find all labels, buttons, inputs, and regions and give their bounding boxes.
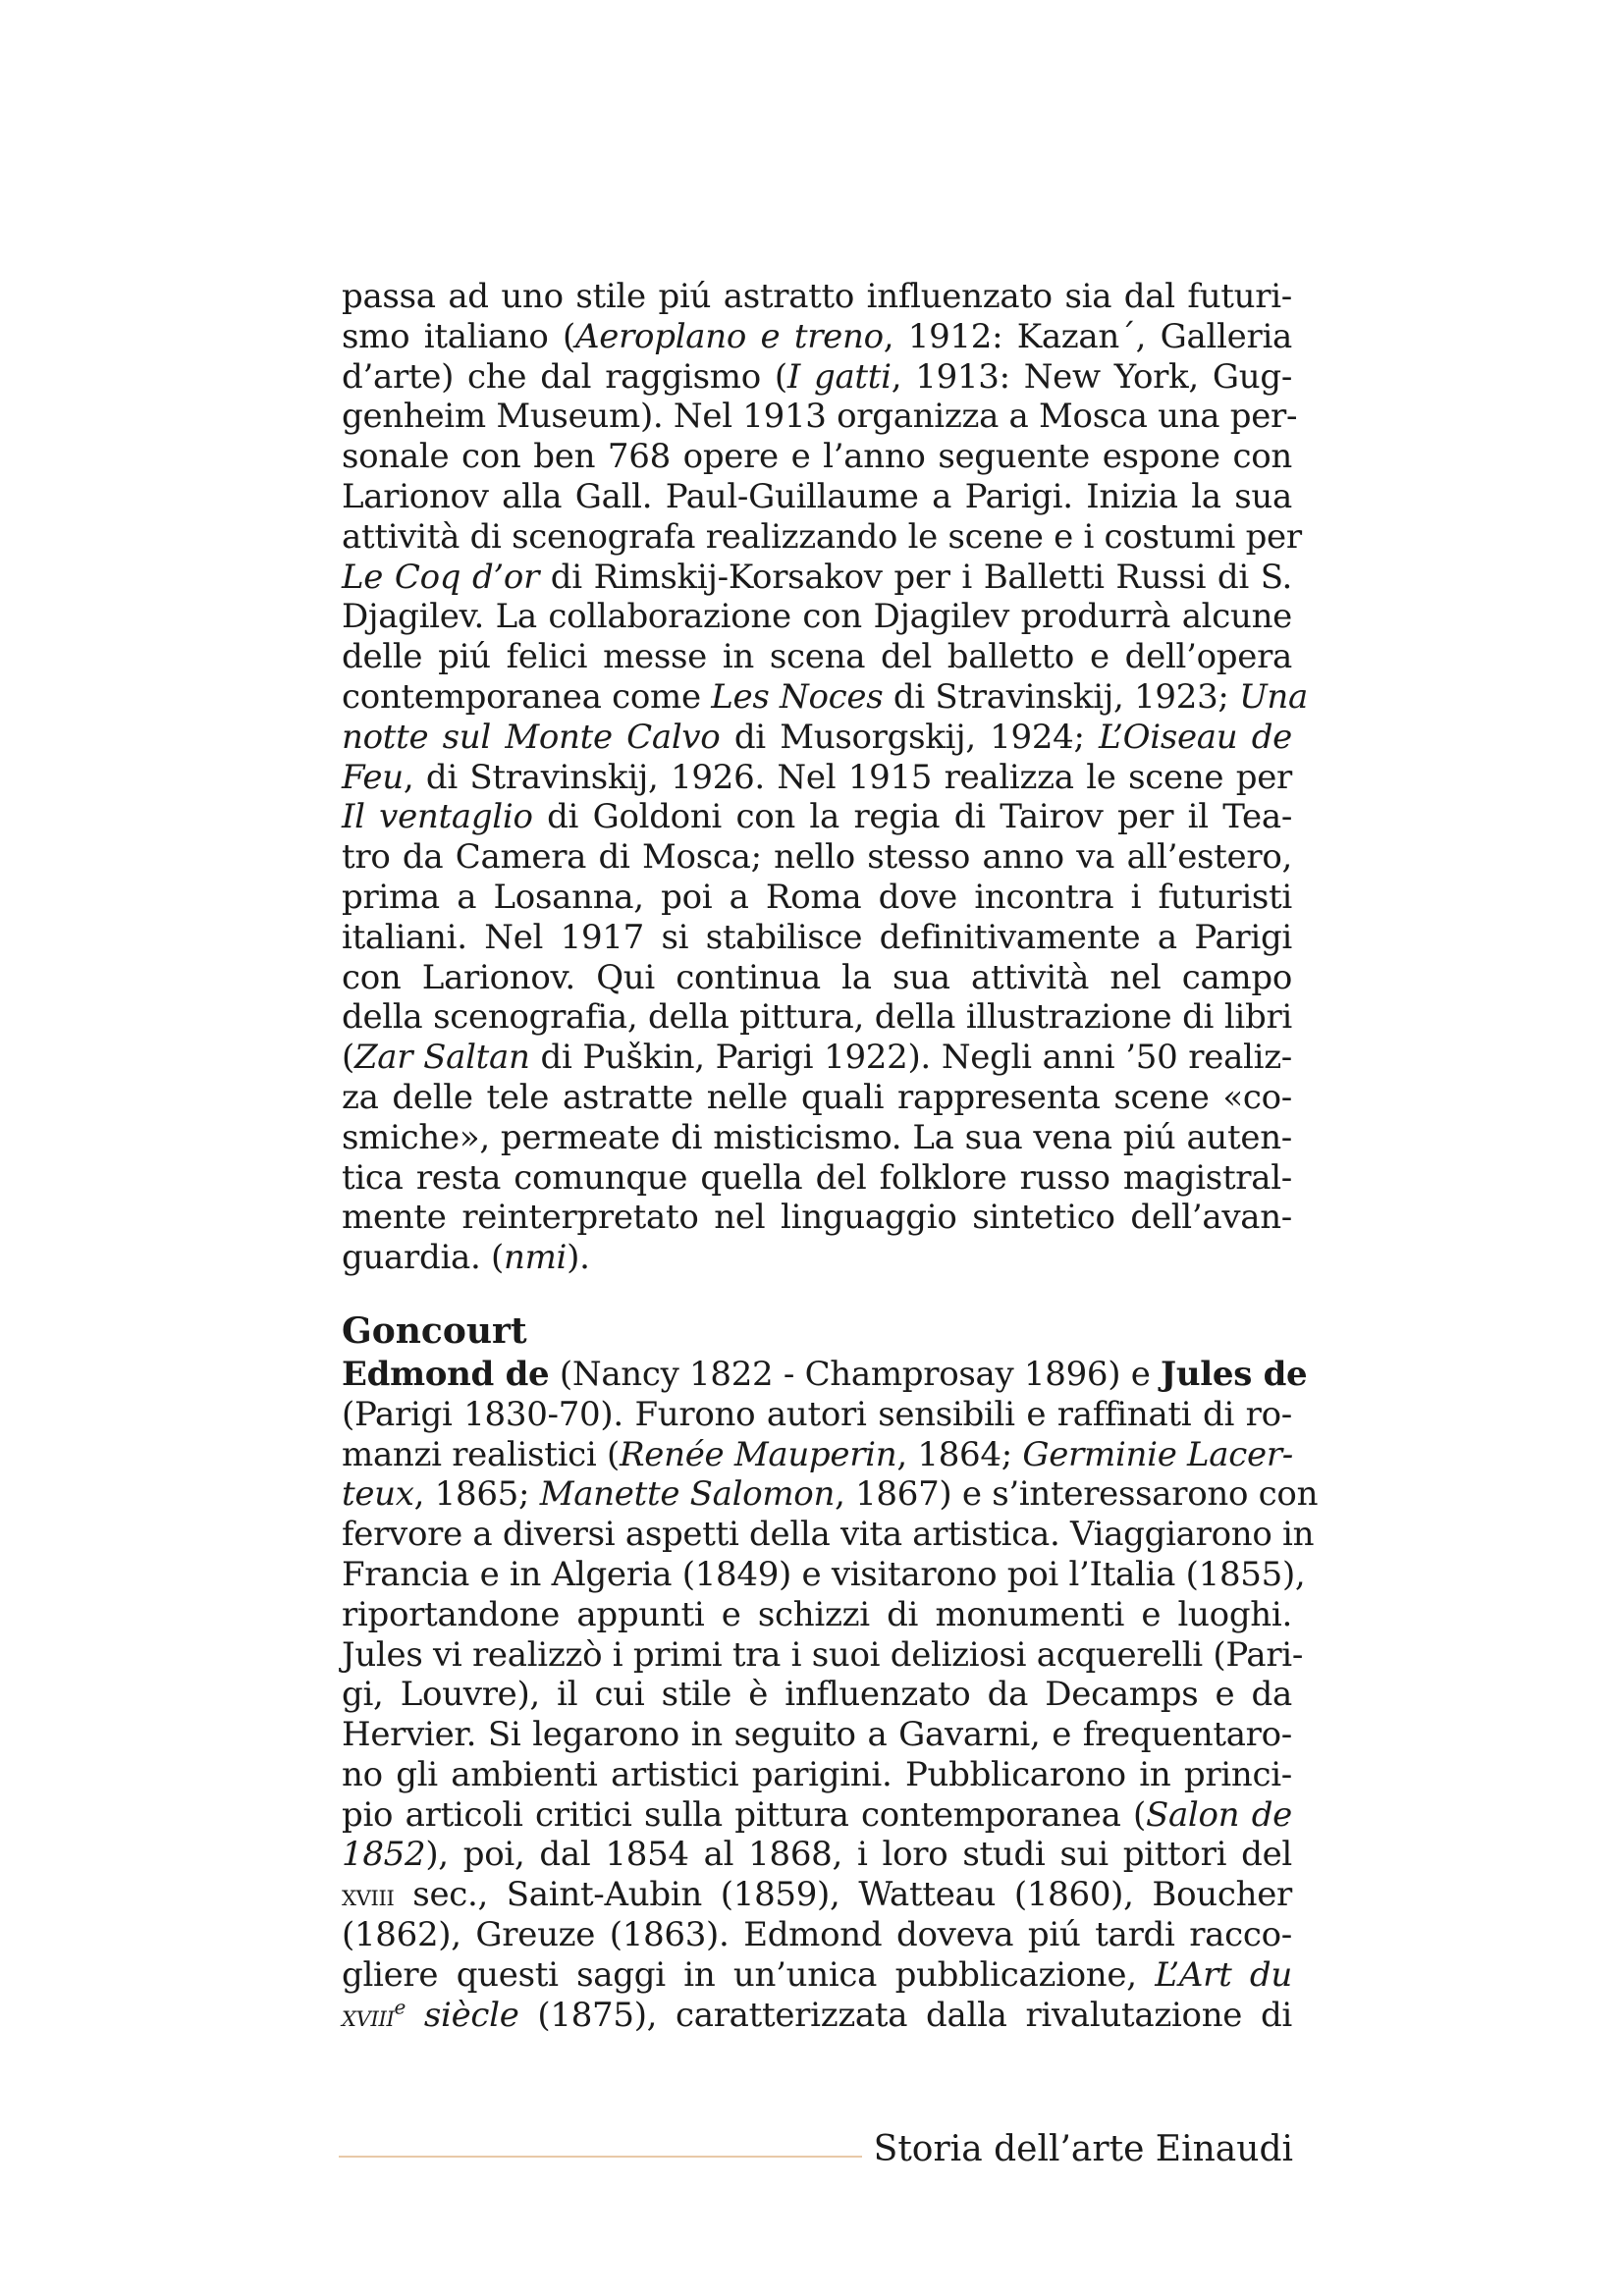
text-run: di Rimskij-Korsakov per i Balletti Russi di S. <box>539 557 1292 597</box>
italic-run: L’Art du <box>1155 1954 1292 1995</box>
text-run: ( <box>342 1038 354 1078</box>
text-line <box>342 1078 1292 1118</box>
page-footer <box>339 2128 1293 2171</box>
italic-run: Les Noces <box>711 676 884 717</box>
text-line <box>342 1595 1292 1635</box>
text-line <box>342 1875 1292 1915</box>
text-line <box>342 516 1302 558</box>
text-line <box>342 597 1292 637</box>
text-run: di Puškin, Parigi 1922). Negli anni ’50 realiz- <box>529 1038 1292 1078</box>
text-line <box>342 1198 1292 1238</box>
italic-run: Manette Salomon <box>539 1474 836 1515</box>
text-line <box>342 397 1298 437</box>
text-run: genheim Museum). Nel 1913 organizza a Mosca una per- <box>342 397 1298 437</box>
text-run: , di Stravinskij, 1926. Nel 1915 realizza le scene per <box>403 757 1292 797</box>
text-run: Francia e in Algeria (1849) e visitarono poi l’Italia (1855), <box>342 1554 1306 1594</box>
text-line <box>342 1515 1315 1555</box>
text-line <box>342 918 1292 958</box>
text-run: (Nancy 1822 - Champrosay 1896) e <box>549 1354 1162 1394</box>
italic-run: notte sul Monte Calvo <box>342 717 721 757</box>
text-line <box>342 758 1292 798</box>
entry-heading-goncourt: Goncourt <box>342 1309 527 1352</box>
italic-run: teux <box>342 1474 414 1515</box>
text-line <box>342 1474 1319 1515</box>
small-caps-run: xviii <box>342 1879 395 1914</box>
italic-run: Una <box>1239 676 1308 717</box>
bold-run: Jules de <box>1161 1354 1308 1394</box>
text-line <box>342 317 1292 357</box>
italic-run: Le Coq d’or <box>342 557 540 597</box>
text-run: (Parigi 1830-70). Furono autori sensibili e raffinati di ro- <box>342 1394 1292 1434</box>
text-run: di Goldoni con la regia di Tairov per il Tea- <box>532 797 1293 837</box>
text-run: za delle tele astratte nelle quali rappresenta scene «co- <box>342 1077 1292 1117</box>
italic-run: Feu <box>342 757 404 797</box>
text-line <box>342 1158 1292 1199</box>
text-line <box>342 558 1292 598</box>
text-run: di Musorgskij, 1924; <box>720 717 1100 757</box>
text-run: , 1913: New York, Gug- <box>891 356 1293 397</box>
text-line <box>342 718 1292 758</box>
text-run: Djagilev. La collaborazione con Djagilev produrrà alcune <box>342 597 1292 637</box>
text-run: (1875), caratterizzata dalla rivalutazione di <box>518 1995 1292 2035</box>
text-run: con Larionov. Qui continua la sua attività nel campo <box>342 957 1292 997</box>
text-run: smiche», permeate di misticismo. La sua vena piú auten- <box>342 1117 1292 1157</box>
text-run: prima a Losanna, poi a Roma dove incontra i futuristi <box>342 877 1292 917</box>
text-line <box>342 277 1292 317</box>
text-run: gliere questi saggi in un’unica pubblicazione, <box>342 1954 1156 1995</box>
text-run: pio articoli critici sulla pittura contemporanea ( <box>342 1794 1146 1835</box>
text-line <box>342 1038 1292 1078</box>
text-run: guardia. ( <box>342 1238 504 1278</box>
text-run: di Stravinskij, 1923; <box>883 676 1240 717</box>
text-line <box>342 1715 1292 1755</box>
text-run: , 1912: Kazan´, Galleria <box>883 316 1292 356</box>
text-run: delle piú felici messe in scena del balletto e dell’opera <box>342 637 1292 677</box>
footer-rule <box>339 2156 862 2158</box>
text-line <box>342 1955 1292 1996</box>
text-line <box>342 1395 1292 1435</box>
text-line <box>342 997 1292 1038</box>
text-run: , 1865; <box>413 1474 540 1515</box>
text-run: d’arte) che dal raggismo ( <box>342 356 787 397</box>
article-goncharova-continuation <box>342 277 1308 1278</box>
italic-run: Zar Saltan <box>353 1038 530 1078</box>
italic-run: Aeroplano e treno <box>575 316 884 356</box>
text-run: fervore a diversi aspetti della vita artistica. Viaggiarono in <box>342 1515 1315 1555</box>
text-line <box>342 1915 1292 1955</box>
text-line <box>342 1238 1292 1278</box>
italic-run: Salon de <box>1145 1794 1292 1835</box>
text-run: mente reinterpretato nel linguaggio sintetico dell’avan- <box>342 1198 1292 1238</box>
text-run: italiani. Nel 1917 si stabilisce definitivamente a Parigi <box>342 917 1292 957</box>
text-run: (1862), Greuze (1863). Edmond doveva piú tardi racco- <box>342 1915 1292 1955</box>
text-line <box>342 1554 1306 1595</box>
text-line <box>342 878 1292 918</box>
superscript-run: e <box>394 1995 406 2019</box>
text-run: Hervier. Si legarono in seguito a Gavarni, e frequentaro- <box>342 1715 1292 1755</box>
text-line <box>342 797 1292 837</box>
italic-run: I gatti <box>786 356 892 397</box>
text-line <box>342 1634 1304 1676</box>
italic-run: siècle <box>423 1995 519 2035</box>
italic-run: Germinie Lacer- <box>1022 1434 1293 1474</box>
text-line <box>342 1435 1292 1475</box>
text-line <box>342 1354 1308 1395</box>
text-run: gi, Louvre), il cui stile è influenzato da Decamps e da <box>342 1675 1292 1715</box>
text-line <box>342 477 1292 517</box>
text-line <box>342 637 1292 677</box>
text-run: Jules vi realizzò i primi tra i suoi deliziosi acquerelli (Pari- <box>342 1634 1304 1675</box>
text-run: manzi realistici ( <box>342 1434 620 1474</box>
text-run: riportandone appunti e schizzi di monumenti e luoghi. <box>342 1594 1292 1634</box>
footer-title: Storia dell’arte Einaudi <box>873 2129 1293 2169</box>
text-run: tica resta comunque quella del folklore russo magistral- <box>342 1157 1292 1198</box>
text-run: attività di scenografa realizzando le scene e i costumi per <box>342 516 1302 557</box>
text-line <box>342 357 1292 398</box>
text-line <box>342 676 1308 718</box>
text-run: tro da Camera di Mosca; nello stesso anno va all’estero, <box>342 837 1292 878</box>
text-run: contemporanea come <box>342 676 712 717</box>
text-line <box>342 1755 1292 1795</box>
italic-run: nmi <box>503 1238 568 1278</box>
text-run: ), poi, dal 1854 al 1868, i loro studi sui pittori del <box>425 1835 1292 1875</box>
text-run: , 1864; <box>896 1434 1023 1474</box>
text-run: smo italiano ( <box>342 316 576 356</box>
text-line <box>342 958 1292 998</box>
text-run: ). <box>567 1238 590 1278</box>
text-line <box>342 437 1292 477</box>
article-goncourt <box>342 1354 1319 2036</box>
text-run: , 1867) e s’interessarono con <box>835 1474 1319 1515</box>
italic-run: 1852 <box>342 1835 426 1875</box>
text-run: della scenografia, della pittura, della illustrazione di libri <box>342 997 1292 1038</box>
text-run: Larionov alla Gall. Paul-Guillaume a Parigi. Inizia la sua <box>342 476 1292 516</box>
italic-run: Renée Mauperin <box>619 1434 897 1474</box>
text-line <box>342 1996 1292 2036</box>
text-run: sec., Saint-Aubin (1859), Watteau (1860), Boucher <box>394 1875 1292 1915</box>
text-line <box>342 1835 1292 1875</box>
text-run: no gli ambienti artistici parigini. Pubblicarono in princi- <box>342 1754 1292 1794</box>
page-body <box>342 277 1319 2035</box>
small-caps-run: xviii <box>342 1999 395 2034</box>
italic-run: Il ventaglio <box>342 797 533 837</box>
text-line <box>342 1118 1292 1158</box>
text-line <box>342 1675 1292 1715</box>
text-line <box>342 1795 1292 1836</box>
italic-run: L’Oiseau de <box>1099 717 1292 757</box>
text-run: passa ad uno stile piú astratto influenzato sia dal futuri- <box>342 277 1292 316</box>
text-run: sonale con ben 768 opere e l’anno seguente espone con <box>342 437 1292 477</box>
bold-run: Edmond de <box>342 1354 550 1394</box>
text-line <box>342 837 1292 878</box>
text-run <box>406 1996 424 2035</box>
